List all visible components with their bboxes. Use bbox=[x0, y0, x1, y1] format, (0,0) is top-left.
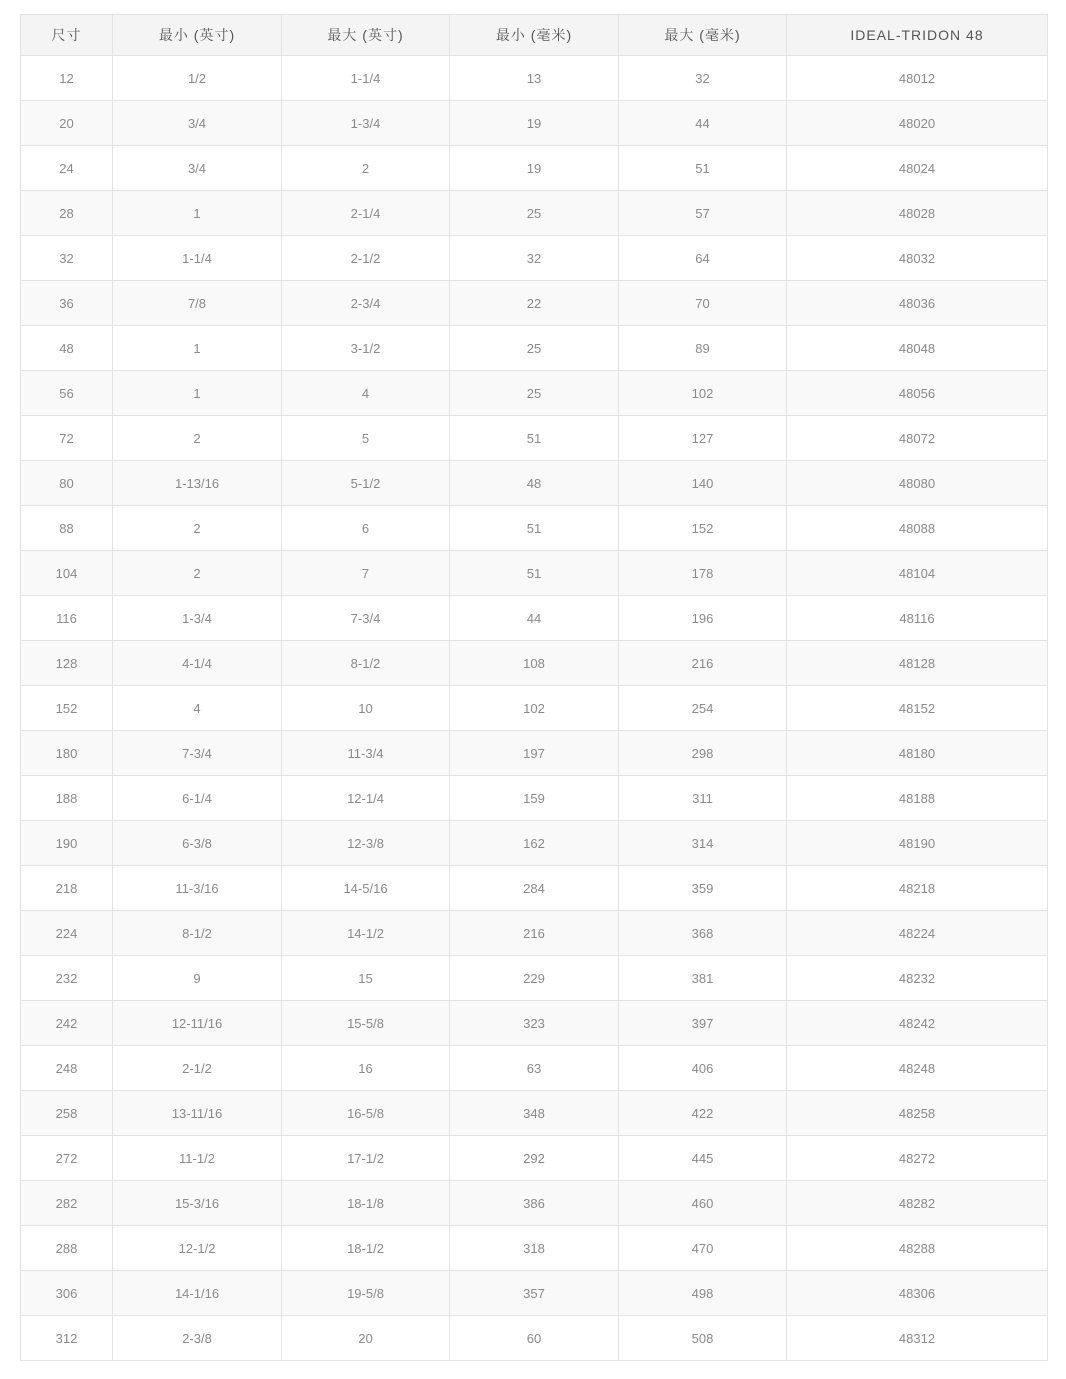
table-row bbox=[21, 1316, 1048, 1361]
table-cell: 13 bbox=[450, 56, 619, 101]
table-cell: 44 bbox=[450, 596, 619, 641]
table-cell: 32 bbox=[21, 236, 113, 281]
table-cell: 48080 bbox=[787, 461, 1048, 506]
column-header-0: 尺寸 bbox=[21, 15, 113, 56]
table-cell: 224 bbox=[21, 911, 113, 956]
table-cell: 48288 bbox=[787, 1226, 1048, 1271]
table-cell: 4 bbox=[282, 371, 450, 416]
table-cell: 88 bbox=[21, 506, 113, 551]
table-cell: 6-1/4 bbox=[113, 776, 282, 821]
table-cell: 218 bbox=[21, 866, 113, 911]
table-row bbox=[21, 371, 1048, 416]
table-cell: 44 bbox=[619, 101, 787, 146]
table-cell: 284 bbox=[450, 866, 619, 911]
table-cell: 102 bbox=[619, 371, 787, 416]
table-row bbox=[21, 506, 1048, 551]
table-row bbox=[21, 1046, 1048, 1091]
table-cell: 11-1/2 bbox=[113, 1136, 282, 1181]
table-cell: 197 bbox=[450, 731, 619, 776]
table-cell: 108 bbox=[450, 641, 619, 686]
table-cell: 7-3/4 bbox=[282, 596, 450, 641]
table-cell: 16 bbox=[282, 1046, 450, 1091]
table-cell: 292 bbox=[450, 1136, 619, 1181]
table-cell: 15-3/16 bbox=[113, 1181, 282, 1226]
table-cell: 48306 bbox=[787, 1271, 1048, 1316]
table-cell: 258 bbox=[21, 1091, 113, 1136]
table-cell: 180 bbox=[21, 731, 113, 776]
table-cell: 48056 bbox=[787, 371, 1048, 416]
table-cell: 5-1/2 bbox=[282, 461, 450, 506]
table-cell: 15-5/8 bbox=[282, 1001, 450, 1046]
table-cell: 229 bbox=[450, 956, 619, 1001]
table-cell: 397 bbox=[619, 1001, 787, 1046]
table-cell: 1 bbox=[113, 191, 282, 236]
table-cell: 178 bbox=[619, 551, 787, 596]
table-cell: 64 bbox=[619, 236, 787, 281]
table-row bbox=[21, 641, 1048, 686]
table-cell: 314 bbox=[619, 821, 787, 866]
table-cell: 14-1/2 bbox=[282, 911, 450, 956]
table-cell: 11-3/16 bbox=[113, 866, 282, 911]
table-row bbox=[21, 686, 1048, 731]
table-cell: 17-1/2 bbox=[282, 1136, 450, 1181]
table-cell: 48012 bbox=[787, 56, 1048, 101]
table-row bbox=[21, 866, 1048, 911]
table-cell: 5 bbox=[282, 416, 450, 461]
table-cell: 4-1/4 bbox=[113, 641, 282, 686]
table-cell: 282 bbox=[21, 1181, 113, 1226]
table-cell: 12-11/16 bbox=[113, 1001, 282, 1046]
table-cell: 254 bbox=[619, 686, 787, 731]
table-row bbox=[21, 956, 1048, 1001]
table-cell: 445 bbox=[619, 1136, 787, 1181]
table-cell: 2 bbox=[113, 506, 282, 551]
table-cell: 381 bbox=[619, 956, 787, 1001]
table-cell: 13-11/16 bbox=[113, 1091, 282, 1136]
table-cell: 3/4 bbox=[113, 146, 282, 191]
size-spec-table bbox=[20, 14, 1048, 1361]
table-cell: 348 bbox=[450, 1091, 619, 1136]
table-cell: 51 bbox=[450, 416, 619, 461]
table-cell: 25 bbox=[450, 326, 619, 371]
table-cell: 406 bbox=[619, 1046, 787, 1091]
table-row bbox=[21, 1136, 1048, 1181]
table-cell: 3/4 bbox=[113, 101, 282, 146]
table-cell: 272 bbox=[21, 1136, 113, 1181]
table-cell: 152 bbox=[21, 686, 113, 731]
table-cell: 48282 bbox=[787, 1181, 1048, 1226]
table-cell: 323 bbox=[450, 1001, 619, 1046]
column-header-4: 最大 (毫米) bbox=[619, 15, 787, 56]
table-cell: 10 bbox=[282, 686, 450, 731]
table-cell: 116 bbox=[21, 596, 113, 641]
table-row bbox=[21, 1001, 1048, 1046]
table-cell: 162 bbox=[450, 821, 619, 866]
table-cell: 104 bbox=[21, 551, 113, 596]
table-cell: 48190 bbox=[787, 821, 1048, 866]
table-cell: 89 bbox=[619, 326, 787, 371]
table-cell: 357 bbox=[450, 1271, 619, 1316]
table-cell: 2 bbox=[113, 416, 282, 461]
table-cell: 48032 bbox=[787, 236, 1048, 281]
table-cell: 72 bbox=[21, 416, 113, 461]
table-cell: 18-1/2 bbox=[282, 1226, 450, 1271]
table-cell: 242 bbox=[21, 1001, 113, 1046]
table-cell: 216 bbox=[619, 641, 787, 686]
table-cell: 36 bbox=[21, 281, 113, 326]
table-cell: 2-1/2 bbox=[282, 236, 450, 281]
table-cell: 128 bbox=[21, 641, 113, 686]
table-cell: 48224 bbox=[787, 911, 1048, 956]
table-cell: 7/8 bbox=[113, 281, 282, 326]
table-cell: 20 bbox=[282, 1316, 450, 1361]
table-cell: 288 bbox=[21, 1226, 113, 1271]
table-cell: 48128 bbox=[787, 641, 1048, 686]
column-header-3: 最小 (毫米) bbox=[450, 15, 619, 56]
table-cell: 1/2 bbox=[113, 56, 282, 101]
column-header-2: 最大 (英寸) bbox=[282, 15, 450, 56]
table-cell: 140 bbox=[619, 461, 787, 506]
table-cell: 48218 bbox=[787, 866, 1048, 911]
table-cell: 32 bbox=[450, 236, 619, 281]
table-row bbox=[21, 56, 1048, 101]
table-cell: 51 bbox=[450, 551, 619, 596]
table-cell: 24 bbox=[21, 146, 113, 191]
table-cell: 386 bbox=[450, 1181, 619, 1226]
table-cell: 2-3/4 bbox=[282, 281, 450, 326]
table-cell: 48024 bbox=[787, 146, 1048, 191]
table-cell: 19 bbox=[450, 101, 619, 146]
table-row bbox=[21, 1271, 1048, 1316]
table-cell: 14-5/16 bbox=[282, 866, 450, 911]
table-cell: 1 bbox=[113, 326, 282, 371]
table-header bbox=[21, 15, 1048, 56]
table-row bbox=[21, 731, 1048, 776]
table-cell: 48028 bbox=[787, 191, 1048, 236]
table-cell: 48272 bbox=[787, 1136, 1048, 1181]
table-row bbox=[21, 1226, 1048, 1271]
table-cell: 7 bbox=[282, 551, 450, 596]
table-cell: 48248 bbox=[787, 1046, 1048, 1091]
table-cell: 508 bbox=[619, 1316, 787, 1361]
table-cell: 48232 bbox=[787, 956, 1048, 1001]
table-body bbox=[21, 56, 1048, 1361]
table-cell: 1-13/16 bbox=[113, 461, 282, 506]
table-header-row bbox=[21, 15, 1048, 56]
table-cell: 1-1/4 bbox=[113, 236, 282, 281]
table-cell: 1-3/4 bbox=[113, 596, 282, 641]
table-cell: 11-3/4 bbox=[282, 731, 450, 776]
table-cell: 359 bbox=[619, 866, 787, 911]
table-row bbox=[21, 821, 1048, 866]
table-cell: 56 bbox=[21, 371, 113, 416]
table-cell: 48088 bbox=[787, 506, 1048, 551]
table-cell: 63 bbox=[450, 1046, 619, 1091]
table-cell: 248 bbox=[21, 1046, 113, 1091]
table-cell: 48312 bbox=[787, 1316, 1048, 1361]
table-cell: 318 bbox=[450, 1226, 619, 1271]
table-row bbox=[21, 1181, 1048, 1226]
table-cell: 2-1/4 bbox=[282, 191, 450, 236]
table-cell: 306 bbox=[21, 1271, 113, 1316]
table-cell: 8-1/2 bbox=[113, 911, 282, 956]
table-cell: 25 bbox=[450, 371, 619, 416]
table-cell: 232 bbox=[21, 956, 113, 1001]
table-row bbox=[21, 236, 1048, 281]
table-cell: 12 bbox=[21, 56, 113, 101]
table-cell: 190 bbox=[21, 821, 113, 866]
table-row bbox=[21, 1091, 1048, 1136]
table-cell: 51 bbox=[450, 506, 619, 551]
table-cell: 48020 bbox=[787, 101, 1048, 146]
table-cell: 422 bbox=[619, 1091, 787, 1136]
table-cell: 48 bbox=[21, 326, 113, 371]
table-cell: 19 bbox=[450, 146, 619, 191]
table-row bbox=[21, 911, 1048, 956]
table-row bbox=[21, 416, 1048, 461]
table-cell: 48188 bbox=[787, 776, 1048, 821]
table-cell: 48 bbox=[450, 461, 619, 506]
table-cell: 152 bbox=[619, 506, 787, 551]
table-cell: 102 bbox=[450, 686, 619, 731]
table-cell: 48072 bbox=[787, 416, 1048, 461]
table-cell: 48036 bbox=[787, 281, 1048, 326]
table-cell: 4 bbox=[113, 686, 282, 731]
table-cell: 2 bbox=[282, 146, 450, 191]
table-cell: 48258 bbox=[787, 1091, 1048, 1136]
table-cell: 48152 bbox=[787, 686, 1048, 731]
table-row bbox=[21, 281, 1048, 326]
table-cell: 7-3/4 bbox=[113, 731, 282, 776]
table-cell: 48048 bbox=[787, 326, 1048, 371]
table-cell: 8-1/2 bbox=[282, 641, 450, 686]
table-cell: 159 bbox=[450, 776, 619, 821]
table-row bbox=[21, 146, 1048, 191]
table-cell: 12-3/8 bbox=[282, 821, 450, 866]
table-cell: 70 bbox=[619, 281, 787, 326]
table-cell: 32 bbox=[619, 56, 787, 101]
table-cell: 9 bbox=[113, 956, 282, 1001]
table-cell: 470 bbox=[619, 1226, 787, 1271]
table-cell: 2-3/8 bbox=[113, 1316, 282, 1361]
table-cell: 57 bbox=[619, 191, 787, 236]
table-cell: 6 bbox=[282, 506, 450, 551]
table-cell: 312 bbox=[21, 1316, 113, 1361]
table-row bbox=[21, 596, 1048, 641]
table-cell: 2-1/2 bbox=[113, 1046, 282, 1091]
table-row bbox=[21, 551, 1048, 596]
column-header-5: IDEAL-TRIDON 48 bbox=[787, 15, 1048, 56]
table-cell: 6-3/8 bbox=[113, 821, 282, 866]
table-cell: 12-1/4 bbox=[282, 776, 450, 821]
table-row bbox=[21, 191, 1048, 236]
table-cell: 3-1/2 bbox=[282, 326, 450, 371]
table-cell: 1 bbox=[113, 371, 282, 416]
table-row bbox=[21, 326, 1048, 371]
table-cell: 2 bbox=[113, 551, 282, 596]
table-cell: 1-3/4 bbox=[282, 101, 450, 146]
table-row bbox=[21, 776, 1048, 821]
table-cell: 48104 bbox=[787, 551, 1048, 596]
table-cell: 51 bbox=[619, 146, 787, 191]
table-cell: 15 bbox=[282, 956, 450, 1001]
table-cell: 18-1/8 bbox=[282, 1181, 450, 1226]
table-cell: 20 bbox=[21, 101, 113, 146]
table-cell: 216 bbox=[450, 911, 619, 956]
table-row bbox=[21, 461, 1048, 506]
table-cell: 25 bbox=[450, 191, 619, 236]
column-header-1: 最小 (英寸) bbox=[113, 15, 282, 56]
table-row bbox=[21, 101, 1048, 146]
table-cell: 127 bbox=[619, 416, 787, 461]
table-cell: 311 bbox=[619, 776, 787, 821]
table-cell: 28 bbox=[21, 191, 113, 236]
table-cell: 80 bbox=[21, 461, 113, 506]
table-cell: 498 bbox=[619, 1271, 787, 1316]
table-cell: 12-1/2 bbox=[113, 1226, 282, 1271]
table-cell: 188 bbox=[21, 776, 113, 821]
table-cell: 16-5/8 bbox=[282, 1091, 450, 1136]
table-cell: 48242 bbox=[787, 1001, 1048, 1046]
table-cell: 14-1/16 bbox=[113, 1271, 282, 1316]
table-cell: 22 bbox=[450, 281, 619, 326]
table-cell: 1-1/4 bbox=[282, 56, 450, 101]
table-cell: 48180 bbox=[787, 731, 1048, 776]
table-cell: 48116 bbox=[787, 596, 1048, 641]
table-cell: 460 bbox=[619, 1181, 787, 1226]
table-cell: 196 bbox=[619, 596, 787, 641]
table-cell: 368 bbox=[619, 911, 787, 956]
table-cell: 60 bbox=[450, 1316, 619, 1361]
table-cell: 298 bbox=[619, 731, 787, 776]
table-cell: 19-5/8 bbox=[282, 1271, 450, 1316]
